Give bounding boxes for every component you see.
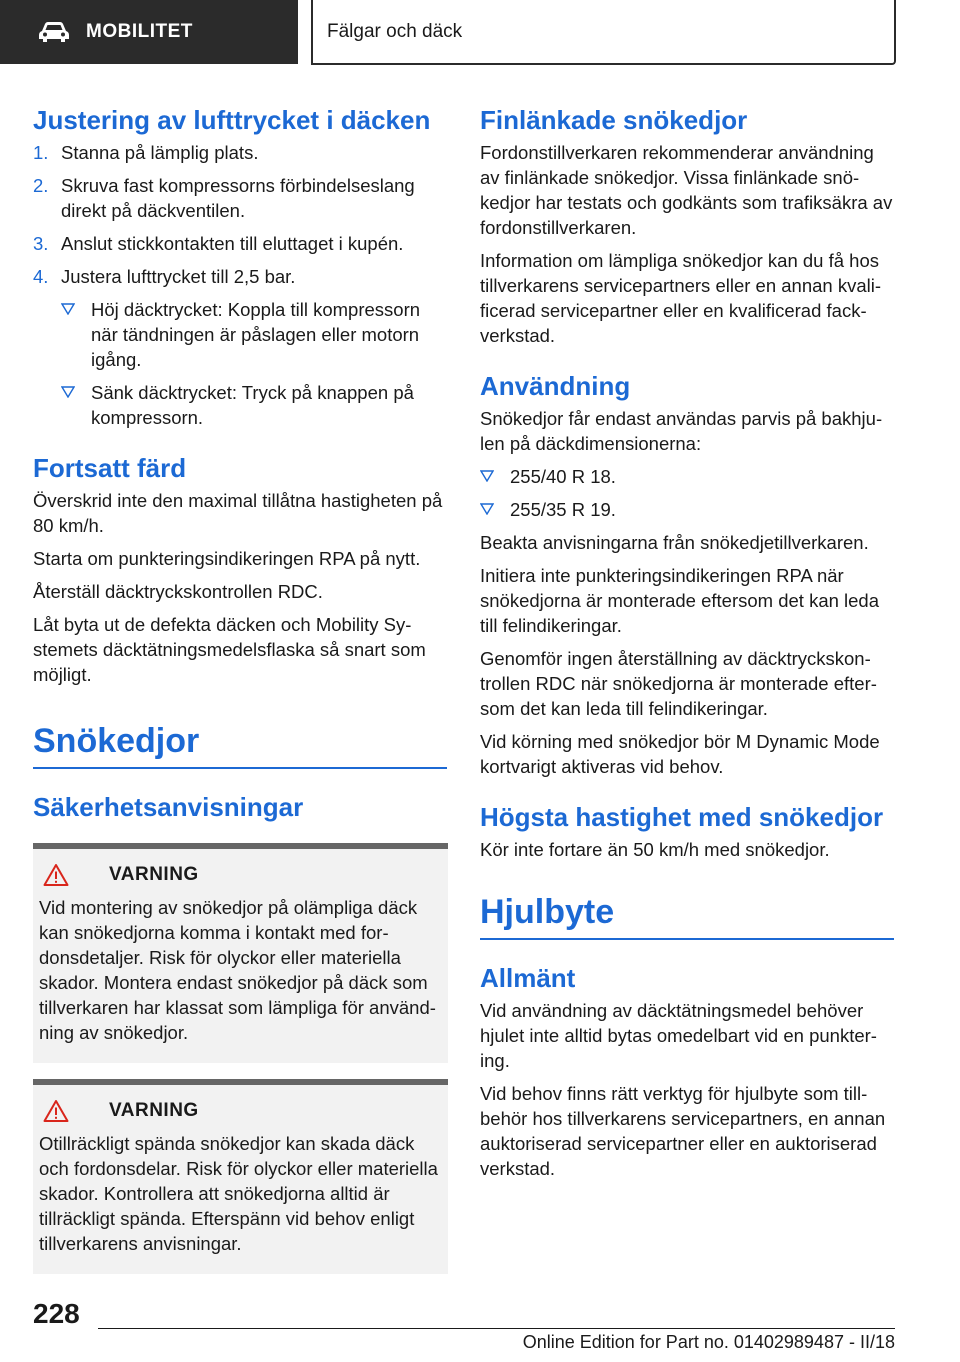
warning-text: Otillräckligt spända snökedjor kan skada däck och fordonsdelar. Risk för olyckor eller materiella skador. Kontrollera att snökedjorna alltid är tillräckligt spända. Efterspänn vid behov enligt tillverkarens anvisningar. [39,1133,438,1254]
section-label: MOBILITET [86,21,193,42]
steps-list [33,140,448,430]
step-number: 2. [33,175,49,196]
bullet-item [61,297,448,372]
warning-triangle-icon [43,1099,69,1123]
step-number: 3. [33,233,49,254]
heading-finlankade: Finlänkade snökedjor [480,105,748,135]
triangle-bullet-icon [61,303,75,315]
heading-justering: Justering av lufttrycket i däcken [33,105,431,135]
paragraph: Starta om punkteringsindikeringen RPA på nytt. [33,548,421,569]
step-item [33,173,448,223]
paragraph: Information om lämpliga snökedjor kan du få hos tillverkarens servicepartners eller en annan kvalificerad servicepartner eller en kvalificerad fackverkstad. [480,250,882,346]
step-text: Stanna på lämplig plats. [61,142,259,163]
bullet-item [480,497,895,522]
dimension-list [480,464,895,522]
chapter-label: Fälgar och däck [327,20,463,42]
warning-header [43,1099,442,1123]
warning-header [43,863,442,887]
paragraph: Överskrid inte den maximal tillåtna hastigheten på 80 km/h. [33,490,443,536]
warning-text: Vid montering av snökedjor på olämpliga däck kan snökedjorna komma i kontakt med fordonsdetaljer. Risk för olyckor eller materiella skador. Montera endast snökedjor på däck som tillverkaren har klassat som lämpliga för användning av snökedjor. [39,897,436,1043]
step-text: Justera lufttrycket till 2,5 bar. [61,266,296,287]
paragraph: Snökedjor får endast användas parvis på bakhjulen på däckdimensionerna: [480,408,883,454]
section-rule [33,767,447,769]
step-item [33,264,448,430]
triangle-bullet-icon [61,386,75,398]
warning-title: VARNING [109,864,199,885]
heading-sakerhet: Säkerhetsanvisningar [33,792,304,822]
step-text: Anslut stickkontakten till eluttaget i kupén. [61,233,404,254]
triangle-bullet-icon [480,470,494,482]
heading-fortsatt: Fortsatt färd [33,453,187,483]
step-number: 1. [33,142,49,163]
bullet-item [61,380,448,430]
sub-bullet-list [61,297,448,430]
heading-anvandning: Användning [480,371,631,401]
footer-rule [98,1328,895,1329]
bullet-text: Höj däcktrycket: Koppla till kompressorn när tändningen är påslagen eller motorn igång. [91,299,421,370]
paragraph: Låt byta ut de defekta däcken och Mobility Systemets däcktätningsmedelsflaska så snart som möjligt. [33,614,426,685]
heading-hjulbyte: Hjulbyte [480,893,615,931]
bullet-text: 255/35 R 19. [510,499,616,520]
warning-title: VARNING [109,1100,199,1121]
left-column [33,104,448,1274]
edition-text: Online Edition for Part no. 01402989487 - II/18 [522,1332,895,1352]
paragraph: Vid behov finns rätt verktyg för hjulbyte som tillbehör hos tillverkarens servicepartners, en annan auktoriserad servicepartner eller en auktoriserad verkstad. [480,1083,886,1179]
section-rule [480,938,894,940]
step-text: Skruva fast kompressorns förbindelseslang direkt på däckventilen. [61,175,415,221]
section-tab [0,0,298,64]
right-column [480,104,895,1189]
bullet-text: 255/40 R 18. [510,466,616,487]
paragraph: Kör inte fortare än 50 km/h med snökedjor. [480,839,830,860]
paragraph: Vid körning med snökedjor bör M Dynamic Mode kortvarigt aktiveras vid behov. [480,731,880,777]
page-header [0,0,960,66]
car-icon [38,21,70,43]
heading-allmant: Allmänt [480,963,576,993]
heading-hogsta: Högsta hastighet med snökedjor [480,802,884,832]
paragraph: Vid användning av däcktätningsmedel behöver hjulet inte alltid bytas omedelbart vid en punktering. [480,1000,877,1071]
paragraph: Initiera inte punkteringsindikeringen RPA när snökedjorna är monterade eftersom det kan leda till felindikeringar. [480,565,880,636]
bullet-text: Sänk däcktrycket: Tryck på knappen på kompressorn. [91,382,414,428]
heading-snokedjor: Snökedjor [33,722,200,760]
step-number: 4. [33,266,49,287]
paragraph: Fordonstillverkaren rekommenderar användning av finlänkade snökedjor. Vissa finlänkade snökedjor har testats och godkänts som trafiksäkra av fordonstillverkaren. [480,142,893,238]
paragraph: Återställ däcktryckskontrollen RDC. [33,581,323,602]
page-number: 228 [33,1298,80,1329]
warning-box [33,1079,448,1274]
warning-box [33,843,448,1063]
paragraph: Beakta anvisningarna från snökedjetillverkaren. [480,532,869,553]
step-item [33,140,448,165]
chapter-tab [311,0,896,65]
step-item [33,231,448,256]
triangle-bullet-icon [480,503,494,515]
bullet-item [480,464,895,489]
paragraph: Genomför ingen återställning av däcktryckskontrollen RDC när snökedjorna är monterade eftersom det kan leda till felindikeringar. [480,648,877,719]
warning-triangle-icon [43,863,69,887]
